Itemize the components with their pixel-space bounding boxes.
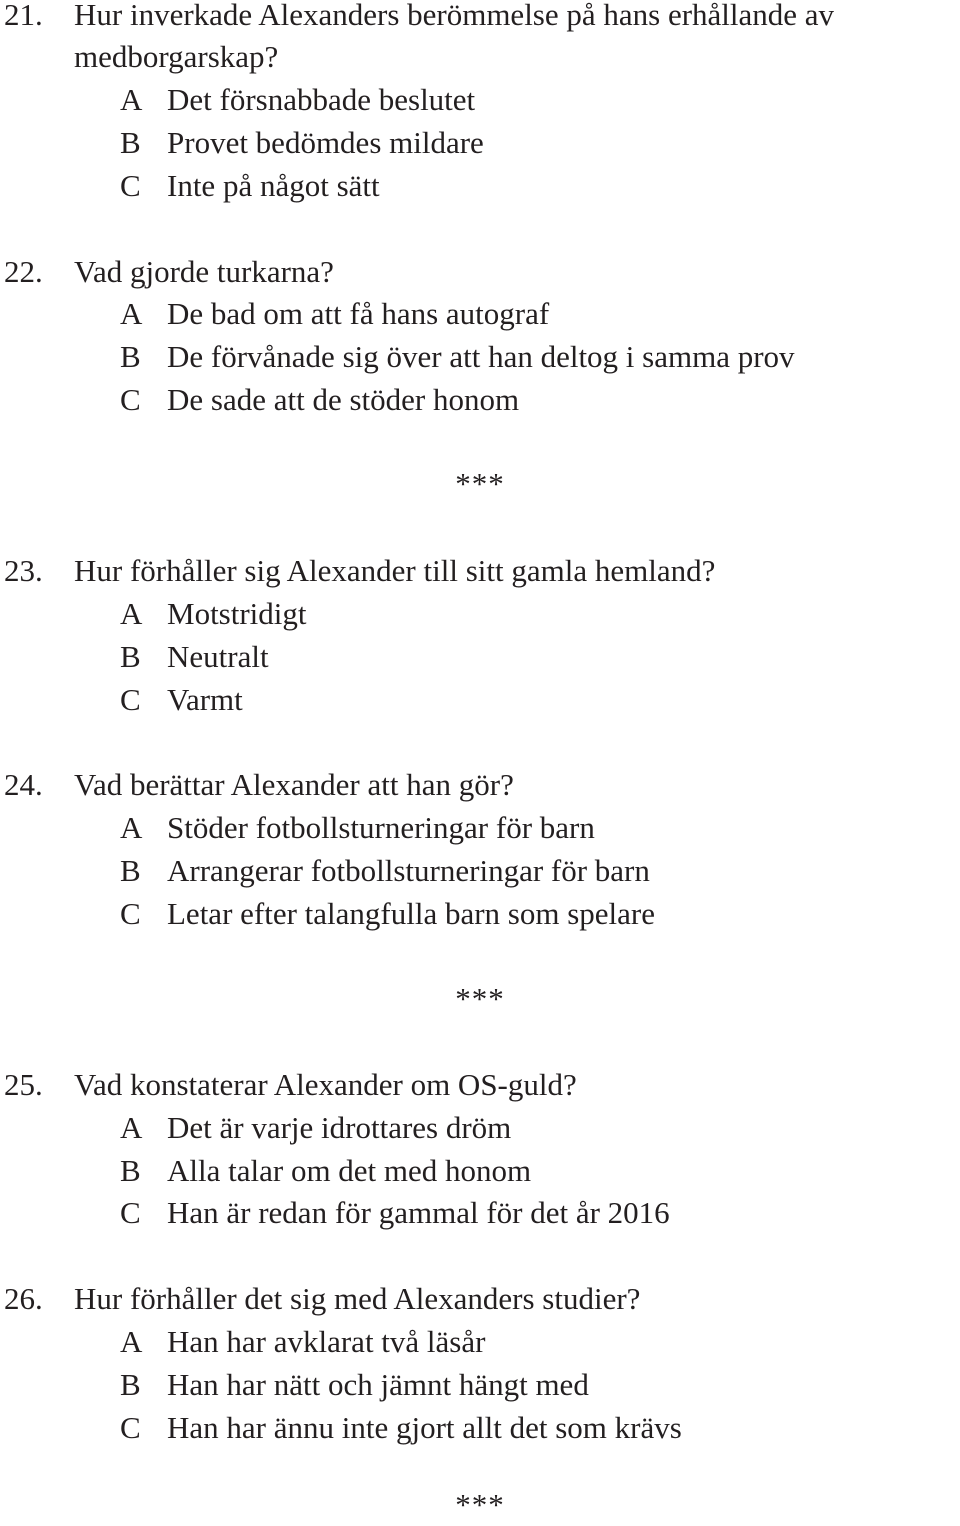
option-text: Stöder fotbollsturneringar för barn xyxy=(167,810,595,845)
option-text: Letar efter talangfulla barn som spelare xyxy=(167,896,656,931)
option-letter: A xyxy=(120,1110,143,1145)
option-letter: C xyxy=(120,382,141,417)
option-text: Neutralt xyxy=(167,639,269,674)
question-text: Vad konstaterar Alexander om OS-guld? xyxy=(74,1067,577,1102)
option-letter: B xyxy=(120,853,141,888)
question-text: Vad gjorde turkarna? xyxy=(74,254,334,289)
option-text: Arrangerar fotbollsturneringar för barn xyxy=(167,853,650,888)
option-text: Provet bedömdes mildare xyxy=(167,125,484,160)
option-text: Det försnabbade beslutet xyxy=(167,82,476,117)
option-letter: C xyxy=(120,1410,141,1445)
option-text: De sade att de stöder honom xyxy=(167,382,520,417)
question-text: Vad berättar Alexander att han gör? xyxy=(74,767,514,802)
option-text: Varmt xyxy=(167,682,243,717)
option-letter: C xyxy=(120,682,141,717)
option-text: Motstridigt xyxy=(167,596,307,631)
option-text: Inte på något sätt xyxy=(167,168,380,203)
question-number: 25. xyxy=(4,1067,43,1102)
option-text: Alla talar om det med honom xyxy=(167,1153,532,1188)
option-letter: A xyxy=(120,1324,143,1359)
question-text-continued: medborgarskap? xyxy=(74,39,279,74)
question-text: Hur förhåller sig Alexander till sitt gamla hemland? xyxy=(74,553,716,588)
question-text: Hur förhåller det sig med Alexanders studier? xyxy=(74,1281,641,1316)
option-letter: A xyxy=(120,596,143,631)
option-text: Han har ännu inte gjort allt det som krävs xyxy=(167,1410,682,1445)
option-text: Han har nätt och jämnt hängt med xyxy=(167,1367,589,1402)
option-text: De bad om att få hans autograf xyxy=(167,296,550,331)
section-separator: *** xyxy=(455,981,505,1016)
option-text: Han är redan för gammal för det år 2016 xyxy=(167,1195,670,1230)
option-letter: C xyxy=(120,896,141,931)
option-letter: C xyxy=(120,168,141,203)
question-number: 26. xyxy=(4,1281,43,1316)
option-text: Det är varje idrottares dröm xyxy=(167,1110,512,1145)
section-separator: *** xyxy=(455,466,505,501)
option-letter: B xyxy=(120,125,141,160)
option-letter: B xyxy=(120,639,141,674)
option-text: Han har avklarat två läsår xyxy=(167,1324,486,1359)
question-number: 22. xyxy=(4,254,43,289)
question-number: 24. xyxy=(4,767,43,802)
question-number: 21. xyxy=(4,0,43,32)
option-letter: A xyxy=(120,82,143,117)
option-letter: A xyxy=(120,810,143,845)
option-letter: B xyxy=(120,1367,141,1402)
question-text: Hur inverkade Alexanders berömmelse på hans erhållande av xyxy=(74,0,835,32)
section-separator: *** xyxy=(455,1487,505,1522)
option-letter: B xyxy=(120,339,141,374)
question-number: 23. xyxy=(4,553,43,588)
option-letter: C xyxy=(120,1195,141,1230)
option-letter: A xyxy=(120,296,143,331)
option-text: De förvånade sig över att han deltog i samma prov xyxy=(167,339,795,374)
option-letter: B xyxy=(120,1153,141,1188)
